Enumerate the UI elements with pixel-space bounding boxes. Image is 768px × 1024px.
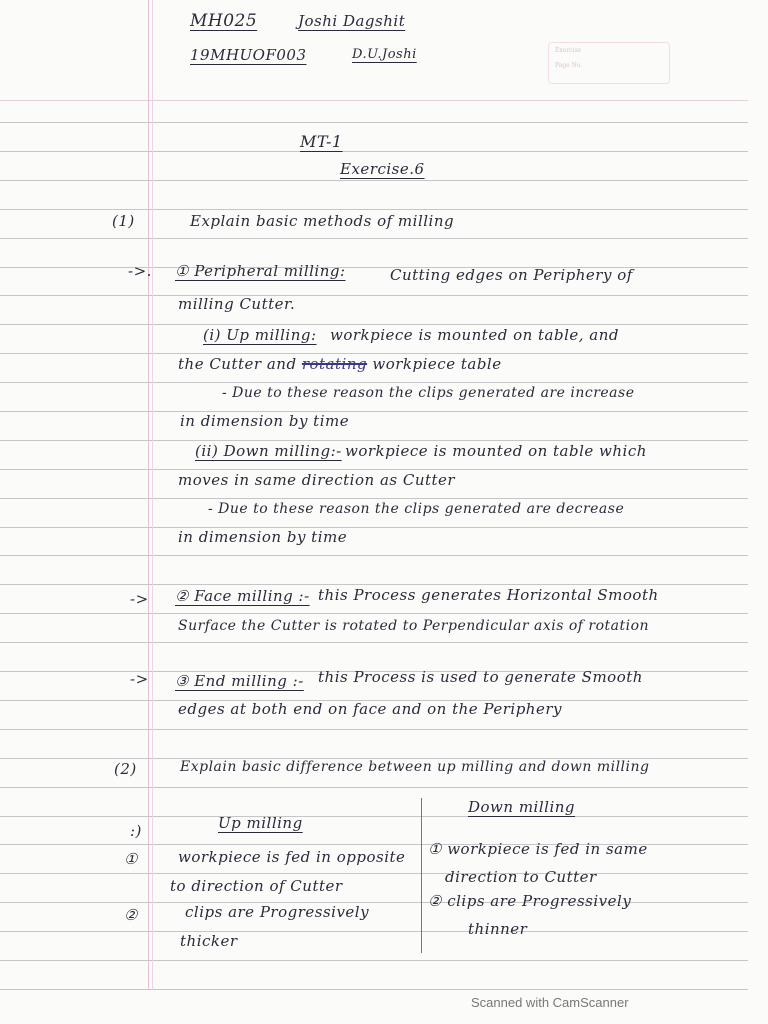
stamp-label-exercise: Exercise [555, 47, 582, 54]
face-milling-text-1: this Process generates Horizontal Smooth [318, 586, 659, 604]
up-text-2b: workpiece table [372, 355, 502, 373]
up-milling-heading: (i) Up milling: [203, 326, 317, 344]
ruled-line [0, 584, 748, 585]
face-arrow: -> [130, 590, 149, 608]
answer-arrow: ->. [128, 262, 152, 280]
ruled-line [0, 527, 748, 528]
ruled-line [0, 411, 748, 412]
ruled-line [0, 498, 748, 499]
struck-word: rotating [301, 355, 368, 373]
ruled-line [0, 902, 748, 903]
ruled-line [0, 238, 748, 239]
up-milling-text-2 [178, 355, 502, 373]
row-2-up-2: thicker [180, 932, 238, 950]
ruled-line [0, 440, 748, 441]
up-milling-text-1: workpiece is mounted on table, and [330, 326, 620, 344]
face-milling-heading: ② Face milling :- [175, 587, 310, 605]
ruled-line [0, 613, 748, 614]
ruled-line [0, 382, 748, 383]
down-milling-text-1: workpiece is mounted on table which [345, 442, 647, 460]
down-milling-text-2: moves in same direction as Cutter [178, 471, 456, 489]
signature: D.U.Joshi [352, 47, 417, 62]
ruled-line [0, 122, 748, 123]
ruled-line [0, 729, 748, 730]
row-2-up-1: clips are Progressively [185, 903, 370, 921]
row-2-down-1: ② clips are Progressively [428, 892, 632, 910]
ruled-line-top [0, 100, 748, 101]
exercise-title: Exercise.6 [340, 160, 425, 178]
peripheral-text-1: Cutting edges on Periphery of [390, 266, 633, 284]
ruled-line [0, 642, 748, 643]
up-milling-text-3: - Due to these reason the clips generated are increase [222, 385, 635, 401]
table-divider [421, 798, 422, 953]
row-1-up-2: to direction of Cutter [170, 877, 343, 895]
ruled-line [0, 209, 748, 210]
down-milling-text-3: - Due to these reason the clips generated are decrease [208, 501, 625, 517]
row-1-down-2: direction to Cutter [445, 868, 597, 886]
ruled-line [0, 787, 748, 788]
row-1-down-1: ① workpiece is fed in same [428, 840, 648, 858]
course-code: MH025 [190, 11, 258, 31]
ruled-line [0, 267, 748, 268]
student-name: Joshi Dagshit [298, 12, 406, 30]
ruled-line [0, 989, 748, 990]
ruled-line [0, 353, 748, 354]
stamp-label-page: Page No. [555, 62, 583, 69]
ruled-line [0, 180, 748, 181]
end-milling-heading: ③ End milling :- [175, 672, 304, 690]
end-arrow: -> [130, 670, 149, 688]
up-text-2a: the Cutter and [178, 355, 297, 373]
margin-line [148, 0, 149, 990]
ruled-line [0, 931, 748, 932]
end-milling-text-2: edges at both end on face and on the Periphery [178, 700, 562, 718]
ruled-line [0, 151, 748, 152]
question-1-number: (1) [112, 212, 135, 230]
down-milling-heading: (ii) Down milling:- [195, 442, 342, 460]
question-1-text: Explain basic methods of milling [190, 212, 455, 230]
row-2-down-2: thinner [468, 920, 528, 938]
peripheral-milling-heading: ① Peripheral milling: [175, 262, 346, 280]
row-1-up-1: workpiece is fed in opposite [178, 848, 406, 866]
scanner-watermark: Scanned with CamScanner [471, 995, 629, 1010]
ruled-line [0, 295, 748, 296]
face-milling-text-2: Surface the Cutter is rotated to Perpendicular axis of rotation [178, 618, 650, 634]
question-2-text: Explain basic difference between up milling and down milling [180, 759, 650, 775]
ruled-line [0, 960, 748, 961]
row-2-number: ② [124, 906, 138, 924]
up-milling-text-4: in dimension by time [180, 412, 350, 430]
page-stamp [548, 42, 670, 84]
ruled-line [0, 816, 748, 817]
column-down-milling: Down milling [468, 798, 576, 816]
margin-line-inner [152, 0, 153, 990]
subject-title: MT-1 [300, 132, 343, 151]
ruled-line [0, 469, 748, 470]
row-1-number: ① [124, 850, 138, 868]
answer-2-marker: :) [130, 822, 142, 840]
ruled-line [0, 324, 748, 325]
end-milling-text-1: this Process is used to generate Smooth [318, 668, 643, 686]
roll-number: 19MHUOF003 [190, 46, 307, 64]
ruled-line [0, 873, 748, 874]
ruled-line [0, 555, 748, 556]
down-milling-text-4: in dimension by time [178, 528, 348, 546]
question-2-number: (2) [114, 760, 137, 778]
peripheral-text-2: milling Cutter. [178, 295, 296, 313]
column-up-milling: Up milling [218, 814, 303, 832]
